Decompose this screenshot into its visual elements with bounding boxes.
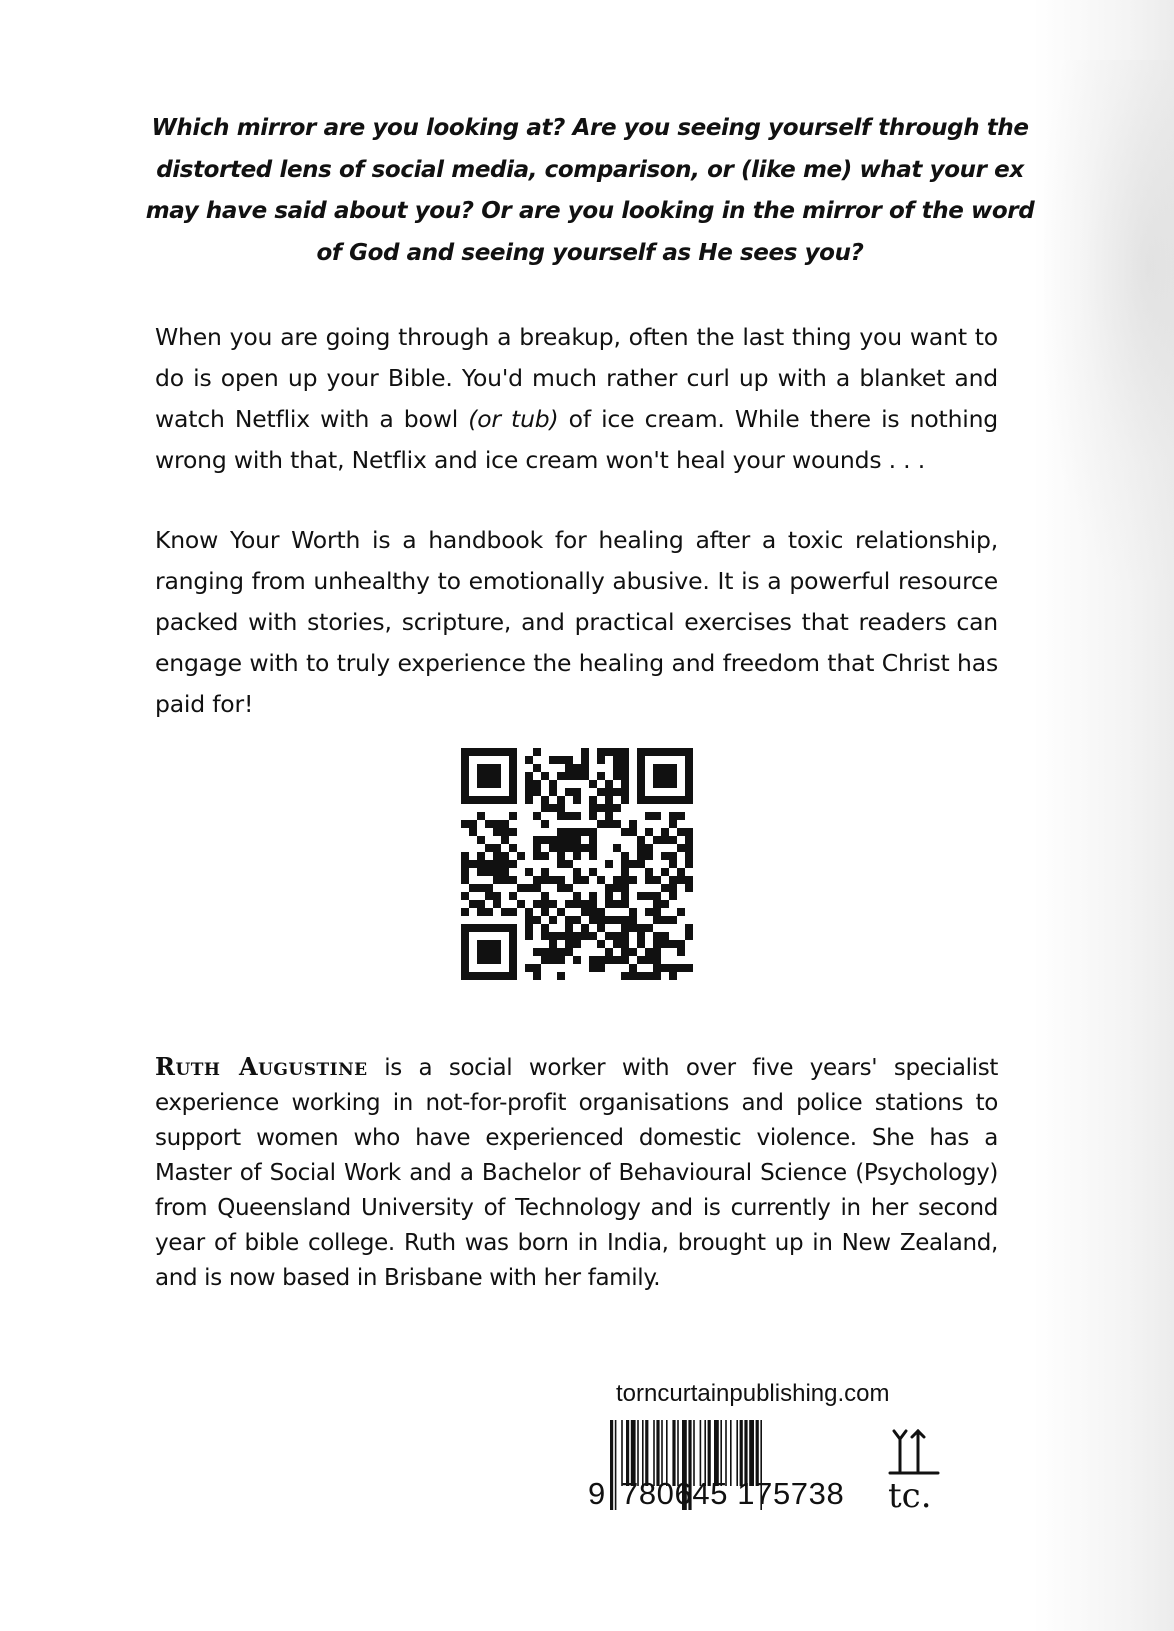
blurb-1-text-b: of ice cream. While there is nothing wrong with that, Netflix and ice cream won't heal your wounds . . . bbox=[155, 405, 998, 474]
author-name: Ruth Augustine bbox=[155, 1052, 368, 1081]
blurb-1-italic: (or tub) bbox=[468, 405, 559, 433]
qr-code-icon[interactable] bbox=[461, 748, 693, 980]
scan-shadow bbox=[1044, 60, 1174, 580]
blurb-1-text-a: When you are going through a breakup, often the last thing you want to do is open up your Bible. You'd much rather curl up with a blanket and watch Netflix with a bowl bbox=[155, 323, 998, 433]
blurb-paragraph-2: Know Your Worth is a handbook for healing after a toxic relationship, ranging from unhealthy to emotionally abusive. It is a powerful resource packed with stories, scripture, and practical exercises that readers can engage with to truly experience the healing and freedom that Christ has paid for! bbox=[155, 526, 998, 718]
author-bio bbox=[155, 1049, 998, 1296]
author-bio-text: is a social worker with over five years' specialist experience working in not-for-profit organisations and police stations to support women who have experienced domestic violence. She has a Master of Social Work and a Bachelor of Behavioural Science (Psychology) from Queensland University of Technology and is currently in her second year of bible college. Ruth was born in India, brought up in New Zealand, and is now based in Brisbane with her family. bbox=[155, 1055, 998, 1291]
isbn-digits: 780645 175738 bbox=[621, 1476, 845, 1511]
publisher-website[interactable]: torncurtainpublishing.com bbox=[616, 1380, 890, 1407]
logo-text: tc. bbox=[888, 1476, 932, 1516]
torn-curtain-logo-icon bbox=[886, 1427, 946, 1517]
isbn-first-digit: 9 bbox=[588, 1476, 606, 1511]
isbn-barcode bbox=[588, 1420, 878, 1512]
tagline: Which mirror are you looking at? Are you seeing yourself through the distorted lens of social media, comparison, or (like me) what your ex may have said about you? Or are you looking in the mirror of the word of God and seeing yourself as He sees you? bbox=[145, 115, 1035, 266]
blurb-paragraph-1 bbox=[155, 317, 998, 481]
